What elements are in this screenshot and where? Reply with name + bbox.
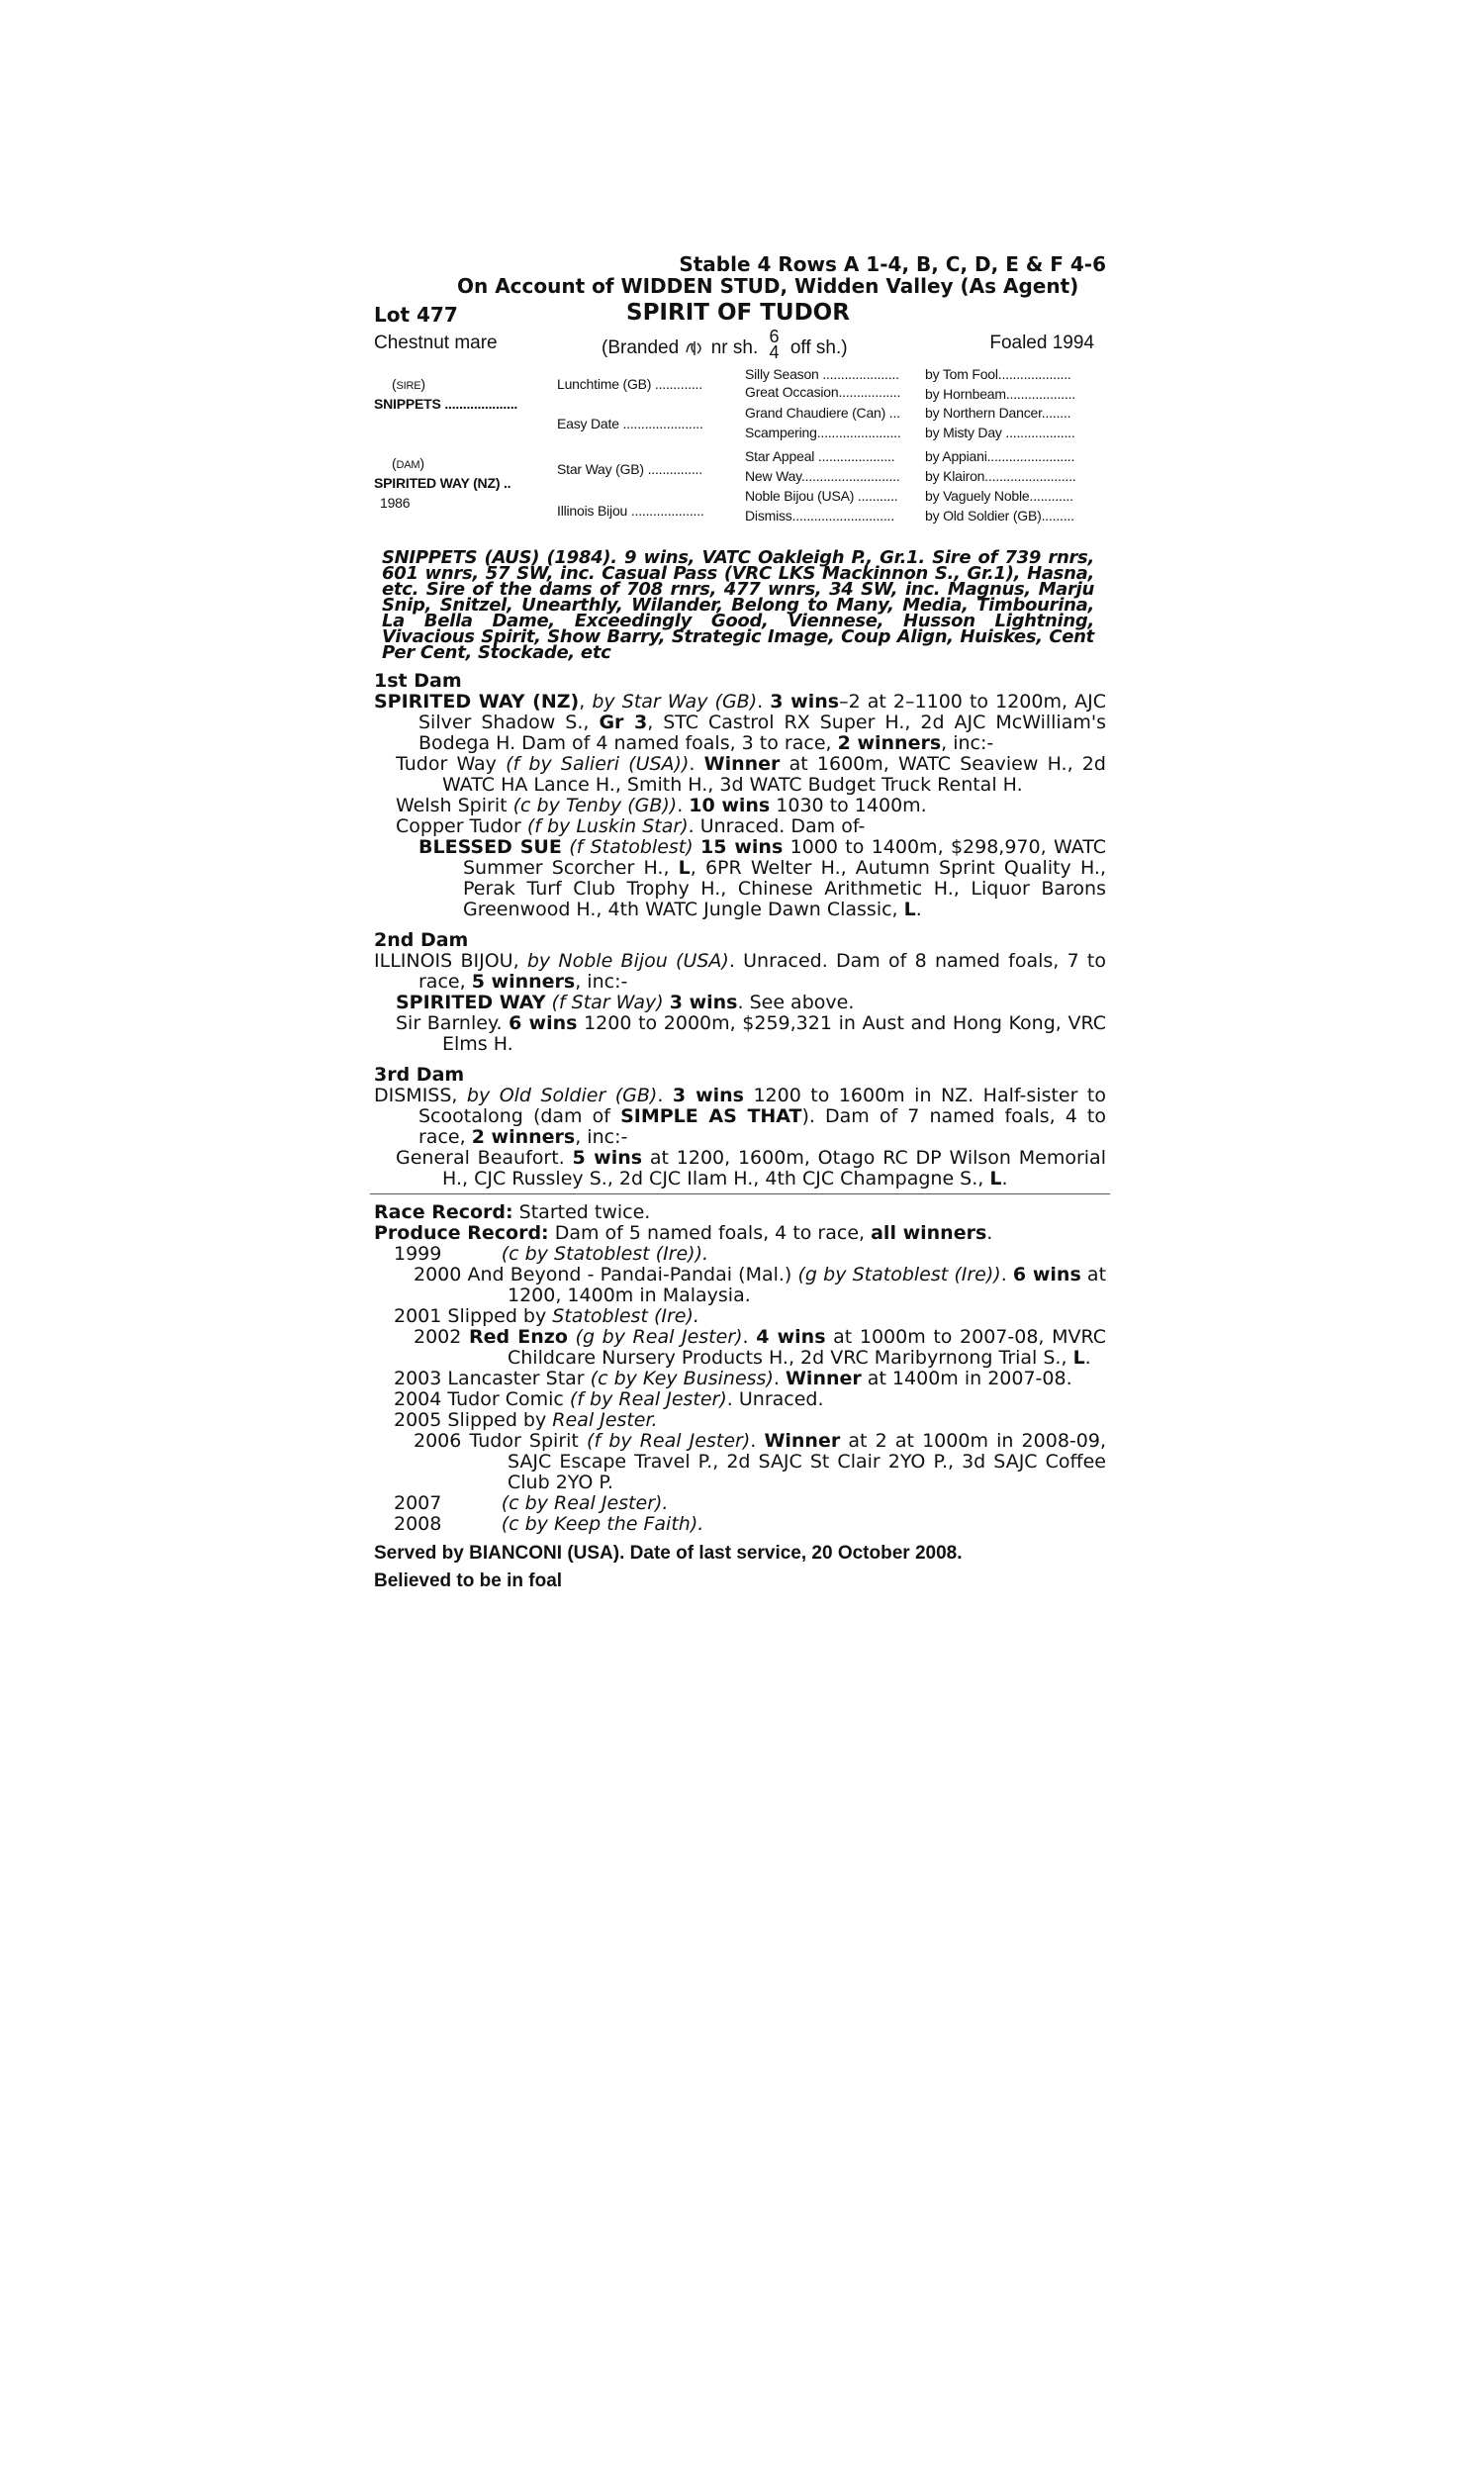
progeny-general-beaufort: General Beaufort. 5 wins at 1200, 1600m, Otago RC DP Wilson Memorial H., CJC Russley S., 2d CJC Ilam H., 4th CJC Champagne S., L. (396, 1147, 1106, 1189)
brand-mark-icon (684, 338, 705, 358)
ggg-5: by Klairon......................... (925, 468, 1076, 484)
progeny-sir-barnley: Sir Barnley. 6 wins 1200 to 2000m, $259,321 in Aust and Hong Kong, VRC Elms H. (396, 1012, 1106, 1055)
ggg-6: by Vaguely Noble............ (925, 488, 1073, 504)
produce-2003: 2003 Lancaster Star (c by Key Business). Winner at 1400m in 2007-08. (394, 1368, 1072, 1389)
progeny-copper-tudor: Copper Tudor (f by Luskin Star). Unraced. Dam of- (396, 815, 866, 837)
ggg-0: by Tom Fool.................... (925, 366, 1071, 382)
produce-2004: 2004 Tudor Comic (f by Real Jester). Unraced. (394, 1388, 824, 1410)
grandsire-dam: Star Way (GB) ............... (557, 461, 702, 477)
foaled-year: Foaled 1994 (989, 333, 1094, 353)
in-foal-note: Believed to be in foal (374, 1570, 563, 1591)
produce-list (394, 1244, 1106, 1535)
sire-summary: SNIPPETS (AUS) (1984). 9 wins, VATC Oakleigh P., Gr.1. Sire of 739 rnrs, 601 wnrs, 57 SW, inc. Casual Pass (VRC LKS Mackinnon S., Gr.1), Hasna, etc. Sire of the dams of 708 rnrs, 477 wnrs, 34 SW, inc. Magnus, Marju Snip, Snitzel, Unearthly, Wilander, Belong to Many, Media, Timbourina, La Bella Dame, Exceedingly Good, Viennese, Husson Lightning, Vivacious Spirit, Show Barry, Strategic Image, Coup Align, Huiskes, Cent Per Cent, Stockade, etc (382, 547, 1094, 663)
catalogue-page (374, 253, 1106, 1592)
ggg-2: by Northern Dancer........ (925, 405, 1071, 421)
gg-6: Noble Bijou (USA) ........... (745, 488, 898, 504)
brand-mid: nr sh. (710, 337, 759, 359)
third-dam-heading: 3rd Dam (374, 1064, 465, 1086)
dam-label: (DAM) (392, 455, 424, 471)
brand-prefix: (Branded (602, 337, 680, 359)
served-note: Served by BIANCONI (USA). Date of last service, 20 October 2008. (374, 1543, 963, 1564)
vendor-account: On Account of WIDDEN STUD, Widden Valley (As Agent) (457, 274, 1079, 298)
gg-3: Scampering....................... (745, 425, 901, 440)
produce-2007: 2007 (c by Real Jester). (394, 1492, 669, 1514)
brand-bottom: 4 (769, 342, 780, 362)
ggg-4: by Appiani........................ (925, 448, 1075, 464)
progeny-spirited-way: SPIRITED WAY (f Star Way) 3 wins. See above. (396, 992, 855, 1013)
horse-name: SPIRIT OF TUDOR (626, 300, 850, 326)
section-divider (370, 1193, 1110, 1194)
produce-2008: 2008 (c by Keep the Faith). (394, 1513, 704, 1535)
sire-label: (SIRE) (392, 376, 425, 392)
first-dam-entry: SPIRITED WAY (NZ), by Star Way (GB). 3 wins–2 at 2–1100 to 1200m, AJC Silver Shadow S., Gr 3, STC Castrol RX Super H., 2d AJC McWilliam's Bodega H. Dam of 4 named foals, 3 to race, 2 winners, inc:- (374, 691, 1106, 754)
granddam-sire: Easy Date ...................... (557, 416, 703, 431)
brand-suffix: off sh.) (789, 337, 848, 359)
produce-2002: 2002 Red Enzo (g by Real Jester). 4 wins at 1000m to 2007-08, MVRC Childcare Nursery Products H., 2d VRC Maribyrnong Trial S., L. (414, 1326, 1106, 1369)
produce-2000: 2000 And Beyond - Pandai-Pandai (Mal.) (g by Statoblest (Ire)). 6 wins at 1200, 1400m in Malaysia. (414, 1264, 1107, 1306)
brand-info (602, 327, 848, 364)
gg-1: Great Occasion................. (745, 384, 901, 400)
second-dam-entry: ILLINOIS BIJOU, by Noble Bijou (USA). Unraced. Dam of 8 named foals, 7 to race, 5 winners, inc:- (374, 950, 1106, 993)
horse-description: Chestnut mare (374, 333, 498, 353)
gg-2: Grand Chaudiere (Can) ... (745, 405, 900, 421)
race-record: Race Record: Started twice. (374, 1201, 651, 1223)
ggg-7: by Old Soldier (GB)......... (925, 508, 1074, 523)
lot-line (374, 300, 1106, 329)
progeny-blessed-sue: BLESSED SUE (f Statoblest) 15 wins 1000 to 1400m, $298,970, WATC Summer Scorcher H., L, 6PR Welter H., Autumn Sprint Quality H., Perak Turf Club Trophy H., Chinese Arithmetic H., Liquor Barons Greenwood H., 4th WATC Jungle Dawn Classic, L. (418, 836, 1107, 920)
brand-top: 6 (769, 327, 780, 346)
produce-1999: 1999 (c by Statoblest (Ire)). (394, 1243, 709, 1265)
dam-year: 1986 (380, 495, 411, 511)
gg-4: Star Appeal ..................... (745, 448, 895, 464)
first-dam-heading: 1st Dam (374, 670, 462, 692)
third-dam-entry: DISMISS, by Old Soldier (GB). 3 wins 1200 to 1600m in NZ. Half-sister to Scootalong (dam of SIMPLE AS THAT). Dam of 7 named foals, 4 to race, 2 winners, inc:- (374, 1085, 1107, 1148)
lot-number: Lot 477 (374, 303, 458, 327)
sire-name: SNIPPETS .................... (374, 396, 518, 412)
pedigree-table (374, 364, 1106, 542)
gg-0: Silly Season ..................... (745, 366, 899, 382)
progeny-tudor-way: Tudor Way (f by Salieri (USA)). Winner at 1600m, WATC Seaview H., 2d WATC HA Lance H., Smith H., 3d WATC Budget Truck Rental H. (396, 753, 1106, 796)
ggg-3: by Misty Day ................... (925, 425, 1075, 440)
produce-record: Produce Record: Dam of 5 named foals, 4 to race, all winners. (374, 1222, 993, 1244)
brand-age-fraction (770, 329, 780, 360)
progeny-welsh-spirit: Welsh Spirit (c by Tenby (GB)). 10 wins 1030 to 1400m. (396, 795, 927, 816)
ggg-1: by Hornbeam................... (925, 386, 1075, 402)
grandsire-sire: Lunchtime (GB) ............. (557, 376, 702, 392)
gg-5: New Way........................... (745, 468, 900, 484)
produce-2001: 2001 Slipped by Statoblest (Ire). (394, 1305, 699, 1327)
produce-2006: 2006 Tudor Spirit (f by Real Jester). Winner at 2 at 1000m in 2008-09, SAJC Escape Travel P., 2d SAJC St Clair 2YO P., 3d SAJC Coffee Club 2YO P. (414, 1430, 1106, 1493)
gg-7: Dismiss............................ (745, 508, 894, 523)
produce-2005: 2005 Slipped by Real Jester. (394, 1409, 658, 1431)
granddam-dam: Illinois Bijou .................... (557, 503, 704, 519)
second-dam-heading: 2nd Dam (374, 929, 469, 951)
stable-location: Stable 4 Rows A 1-4, B, C, D, E & F 4-6 (679, 252, 1106, 276)
dam-name: SPIRITED WAY (NZ) .. (374, 475, 511, 491)
description-line (374, 329, 1106, 364)
